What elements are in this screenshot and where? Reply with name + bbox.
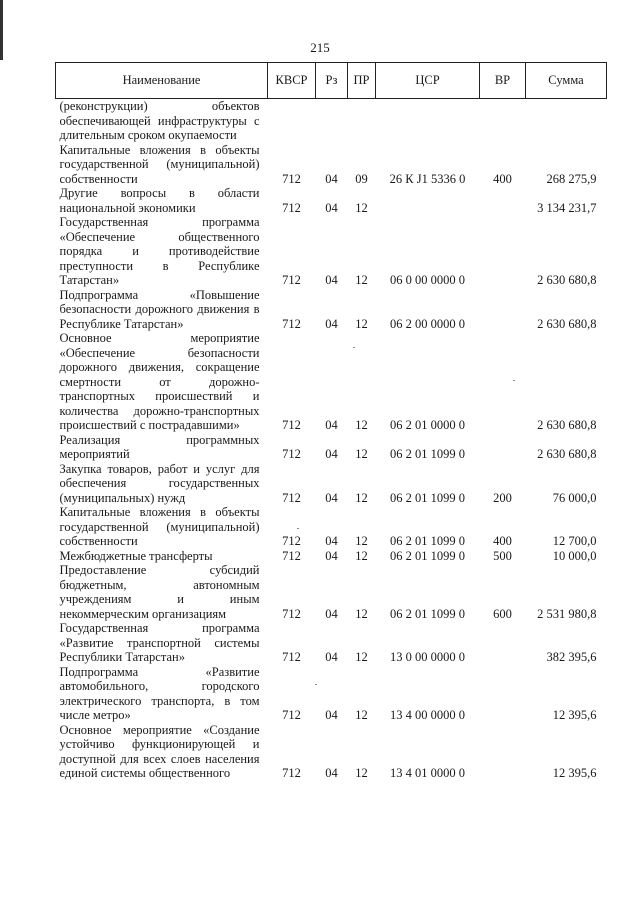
table-row	[56, 288, 607, 332]
cell-name: Основное мероприятие «Обеспечение безопасности дорожного движения, сокращение смертности от дорожно-транспортных происшествий и количества дорожно-транспортных происшествий с пострадавшими»	[59, 331, 260, 432]
cell-sum: 12 395,6	[552, 708, 597, 722]
cell-name: Другие вопросы в области национальной экономики	[59, 186, 260, 215]
cell-vr	[480, 99, 526, 143]
cell-vr	[480, 433, 526, 462]
cell-name: Закупка товаров, работ и услуг для обеспечения государственных (муниципальных) нужд	[59, 461, 260, 505]
cell-csr: 06 2 01 1099 0	[390, 447, 465, 461]
cell-kvsr	[268, 99, 316, 143]
cell-name: Подпрограмма «Повышение безопасности дорожного движения в Республике Татарстан»	[59, 287, 260, 331]
table-row	[56, 186, 607, 215]
cell-vr: 200	[493, 490, 512, 505]
cell-kvsr: 712	[282, 766, 301, 780]
table-row	[56, 723, 607, 781]
cell-pr: 12	[355, 490, 368, 505]
cell-pr: 12	[355, 766, 368, 780]
cell-rz: 04	[325, 418, 338, 432]
header-name: Наименование	[56, 63, 268, 99]
table-row	[56, 215, 607, 288]
cell-pr: 12	[355, 606, 368, 621]
cell-csr	[376, 99, 480, 143]
cell-name: Реализация программных мероприятий	[59, 432, 260, 461]
table-row	[56, 331, 607, 433]
cell-csr: 13 4 01 0000 0	[390, 766, 465, 780]
page-number: 215	[310, 40, 330, 55]
cell-vr	[480, 621, 526, 665]
cell-name: Государственная программа «Развитие транспортной системы Республики Татарстан»	[59, 621, 260, 664]
cell-csr: 06 2 01 1099 0	[390, 490, 465, 505]
cell-csr: 13 4 00 0000 0	[390, 708, 465, 722]
cell-sum: 2 630 680,8	[537, 447, 597, 461]
cell-name: Государственная программа «Обеспечение общественного порядка и противодействие преступности в Республике Татарстан»	[59, 215, 260, 287]
budget-table	[55, 62, 607, 781]
cell-pr: 12	[355, 548, 368, 563]
cell-vr: 400	[493, 171, 512, 186]
cell-rz: 04	[325, 316, 338, 331]
table-row	[56, 462, 607, 506]
header-sum: Сумма	[526, 63, 607, 99]
cell-sum: 3 134 231,7	[537, 200, 597, 215]
cell-sum: 76 000,0	[552, 490, 597, 505]
scan-speck	[353, 347, 355, 348]
cell-csr: 26 К J1 5336 0	[389, 171, 466, 186]
cell-vr	[480, 331, 526, 433]
cell-pr: 12	[355, 418, 368, 432]
cell-vr	[480, 288, 526, 332]
header-kvsr: КВСР	[268, 63, 316, 99]
cell-kvsr: 712	[282, 548, 301, 563]
cell-name: Подпрограмма «Развитие автомобильного, городского электрического транспорта, в том числе метро»	[59, 664, 260, 722]
cell-rz	[316, 99, 348, 143]
cell-vr: 400	[493, 534, 512, 548]
cell-vr	[480, 186, 526, 215]
cell-vr	[480, 665, 526, 723]
cell-pr: 12	[355, 534, 368, 548]
cell-csr: 06 2 01 1099 0	[390, 534, 465, 548]
table-header-row	[56, 63, 607, 99]
cell-sum: 2 630 680,8	[537, 418, 597, 432]
scan-speck	[315, 684, 317, 685]
cell-sum: 12 700,0	[552, 534, 597, 548]
table-row	[56, 99, 607, 143]
cell-rz: 04	[325, 200, 338, 215]
cell-rz: 04	[325, 708, 338, 722]
cell-vr	[480, 723, 526, 781]
cell-kvsr: 712	[282, 490, 301, 505]
table-row	[56, 665, 607, 723]
cell-vr	[480, 215, 526, 288]
cell-rz: 04	[325, 606, 338, 621]
cell-name: (реконструкции) объектов обеспечивающей инфраструктуры с длительным сроком окупаемости	[59, 99, 260, 142]
cell-pr: 12	[355, 316, 368, 331]
cell-pr	[348, 99, 376, 143]
cell-rz: 04	[325, 490, 338, 505]
cell-rz: 04	[325, 171, 338, 186]
cell-pr: 12	[355, 708, 368, 722]
cell-rz: 04	[325, 548, 338, 563]
cell-sum	[526, 99, 607, 143]
cell-pr: 12	[355, 200, 368, 215]
cell-kvsr: 712	[282, 316, 301, 331]
cell-kvsr: 712	[282, 650, 301, 664]
cell-sum: 2 531 980,8	[537, 606, 597, 621]
cell-rz: 04	[325, 534, 338, 548]
cell-vr: 600	[493, 606, 512, 621]
table-row	[56, 143, 607, 187]
table-row	[56, 621, 607, 665]
cell-csr: 06 2 00 0000 0	[390, 316, 465, 331]
header-pr: ПР	[348, 63, 376, 99]
cell-sum: 2 630 680,8	[537, 273, 597, 287]
cell-kvsr: 712	[282, 447, 301, 461]
cell-sum: 268 275,9	[546, 171, 597, 186]
table-body	[56, 99, 607, 781]
cell-csr: 13 0 00 0000 0	[390, 650, 465, 664]
scan-speck	[297, 528, 299, 529]
cell-pr: 12	[355, 273, 368, 287]
cell-name: Межбюджетные трансферты	[59, 548, 213, 563]
cell-sum: 382 395,6	[546, 650, 597, 664]
header-rz: Рз	[316, 63, 348, 99]
header-csr: ЦСР	[376, 63, 480, 99]
cell-name: Капитальные вложения в объекты государственной (муниципальной) собственности	[59, 505, 260, 548]
cell-pr: 12	[355, 650, 368, 664]
table-row	[56, 433, 607, 462]
header-vr: ВР	[480, 63, 526, 99]
cell-kvsr: 712	[282, 606, 301, 621]
cell-name: Предоставление субсидий бюджетным, автономным учреждениям и иным некоммерческим организациям	[59, 563, 260, 621]
cell-kvsr: 712	[282, 534, 301, 548]
cell-sum: 12 395,6	[552, 766, 597, 780]
cell-rz: 04	[325, 273, 338, 287]
table-row	[56, 563, 607, 621]
cell-csr: 06 0 00 0000 0	[390, 273, 465, 287]
cell-csr: 06 2 01 1099 0	[390, 548, 465, 563]
cell-kvsr: 712	[282, 708, 301, 722]
cell-csr: 06 2 01 0000 0	[390, 418, 465, 432]
table-row	[56, 505, 607, 549]
cell-sum: 10 000,0	[552, 548, 597, 563]
table-row	[56, 549, 607, 564]
cell-kvsr: 712	[282, 171, 301, 186]
cell-rz: 04	[325, 650, 338, 664]
cell-name: Основное мероприятие «Создание устойчиво функционирующей и доступной для всех слоев населения единой системы общественного	[59, 722, 260, 780]
cell-kvsr: 712	[282, 273, 301, 287]
cell-pr: 09	[355, 171, 368, 186]
cell-kvsr: 712	[282, 418, 301, 432]
cell-csr: 06 2 01 1099 0	[390, 606, 465, 621]
cell-sum: 2 630 680,8	[537, 316, 597, 331]
cell-rz: 04	[325, 447, 338, 461]
cell-kvsr: 712	[282, 200, 301, 215]
cell-pr: 12	[355, 447, 368, 461]
cell-vr: 500	[493, 548, 512, 563]
scan-speck	[513, 380, 515, 381]
cell-name: Капитальные вложения в объекты государственной (муниципальной) собственности	[59, 142, 260, 186]
cell-rz: 04	[325, 766, 338, 780]
cell-csr	[376, 186, 480, 215]
